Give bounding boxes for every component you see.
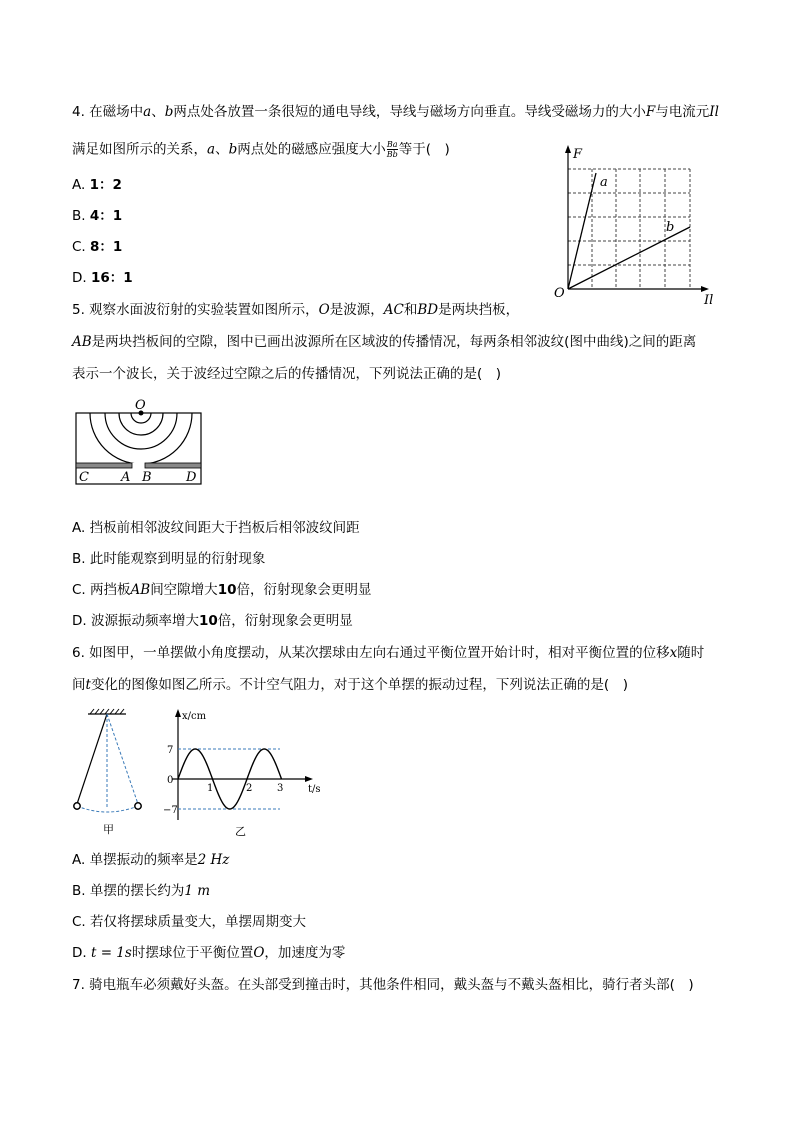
- wave-fronts: [90, 413, 192, 464]
- label-o: O: [135, 398, 146, 413]
- var-a: a: [143, 104, 152, 120]
- tick-3: 3: [277, 783, 284, 794]
- caption-yi: 乙: [235, 825, 246, 838]
- q6-line-2: 间t变化的图像如图乙所示。不计空气阻力，对于这个单摆的振动过程，下列说法正确的是( ): [72, 677, 628, 693]
- q4-text: 等于( ): [398, 141, 450, 158]
- line-b: [568, 227, 690, 289]
- tick-7: 7: [167, 745, 174, 756]
- ceiling-hatch: [90, 709, 124, 714]
- var-a: a: [207, 141, 216, 158]
- q5-line-1: 5. 观察水面波衍射的实验装置如图所示，O是波源，AC和BD是两块挡板，: [72, 302, 520, 318]
- label-d: D: [186, 470, 197, 485]
- q6-option-b[interactable]: B. 单摆的摆长约为1 m: [72, 883, 211, 899]
- origin-label: O: [554, 286, 565, 301]
- q5-option-b[interactable]: B. 此时能观察到明显的衍射现象: [72, 551, 266, 567]
- q5-option-d[interactable]: D. 波源振动频率增大10倍，衍射现象会更明显: [72, 613, 353, 629]
- y-axis-label: x/cm: [182, 711, 207, 722]
- var-b: b: [164, 104, 174, 120]
- q4-text: 、: [215, 141, 229, 158]
- line-b-label: b: [666, 220, 675, 235]
- label-a: A: [121, 470, 131, 485]
- q6-option-d[interactable]: D. t = 1s时摆球位于平衡位置O，加速度为零: [72, 945, 346, 961]
- q6-pendulum-figure: [68, 708, 154, 840]
- q4-line-1: [72, 103, 719, 121]
- q4-text: 两点处的磁感应强度大小: [237, 141, 386, 158]
- right-extreme-line: [107, 714, 138, 804]
- caption-jia: 甲: [103, 823, 114, 836]
- t-axis-label: t/s: [308, 784, 321, 795]
- label-c: C: [79, 470, 89, 485]
- y-axis-label: F: [573, 147, 583, 162]
- bob-right: [135, 803, 141, 809]
- q5-line-2: AB是两块挡板间的空隙，图中已画出波源所在区域波的传播情况，每两条相邻波纹(图中曲线)之间的距离: [72, 334, 697, 350]
- q7-line-1: 7. 骑电瓶车必须戴好头盔。在头部受到撞击时，其他条件相同，戴头盔与不戴头盔相比，骑行者头部( ): [72, 977, 694, 993]
- label-b: B: [142, 470, 152, 485]
- q4-text: 、: [151, 104, 165, 120]
- q4-option-b[interactable]: B. 4：1: [72, 208, 123, 224]
- q6-option-c[interactable]: C. 若仅将摆球质量变大，单摆周期变大: [72, 914, 307, 930]
- tick-0: 0: [167, 775, 174, 786]
- t-arrow-icon: [305, 776, 313, 782]
- q4-f-il-graph: [548, 140, 718, 308]
- q4-text: 与电流元: [655, 104, 710, 120]
- q6-line-1: 6. 如图甲，一单摆做小角度摆动，从某次摆球由左向右通过平衡位置开始计时，相对平衡位置的位移x随时: [72, 645, 705, 661]
- q5-line-3: 表示一个波长，关于波经过空隙之后的传播情况，下列说法正确的是( ): [72, 366, 502, 382]
- barrier-ac: [76, 463, 132, 468]
- var-F: F: [645, 104, 656, 120]
- tick-minus-7: −7: [163, 805, 178, 816]
- q4-option-c[interactable]: C. 8：1: [72, 239, 123, 255]
- y-axis-arrow-icon: [565, 145, 571, 153]
- q5-option-c[interactable]: C. 两挡板AB间空隙增大10倍，衍射现象会更明显: [72, 582, 372, 598]
- y-arrow-icon: [175, 709, 181, 717]
- tick-1: 1: [207, 783, 214, 794]
- q6-xt-graph: [162, 706, 322, 840]
- q5-option-a[interactable]: A. 挡板前相邻波纹间距大于挡板后相邻波纹间距: [72, 520, 360, 536]
- q4-option-a[interactable]: A. 1：2: [72, 177, 122, 193]
- line-a-label: a: [600, 175, 608, 190]
- ratio-fraction: $\frac{Ba}{Bb}$: [386, 140, 398, 159]
- q4-text: 4. 在磁场中: [72, 104, 144, 120]
- q5-diffraction-figure: [74, 396, 208, 488]
- pendulum-string: [77, 714, 107, 804]
- tick-2: 2: [246, 783, 253, 794]
- var-Il: Il: [709, 104, 719, 120]
- q4-option-d[interactable]: D. 16：1: [72, 270, 133, 286]
- bob-left: [74, 803, 80, 809]
- var-b: b: [228, 141, 238, 158]
- q4-line-2: [72, 140, 450, 159]
- x-axis-label: Il: [704, 293, 714, 308]
- barrier-bd: [145, 463, 201, 468]
- q4-text: 两点处各放置一条很短的通电导线，导线与磁场方向垂直。导线受磁场力的大小: [173, 104, 646, 120]
- q6-option-a[interactable]: A. 单摆振动的频率是2 Hz: [72, 852, 230, 868]
- q4-text: 满足如图所示的关系，: [72, 141, 207, 158]
- x-axis-arrow-icon: [701, 286, 709, 292]
